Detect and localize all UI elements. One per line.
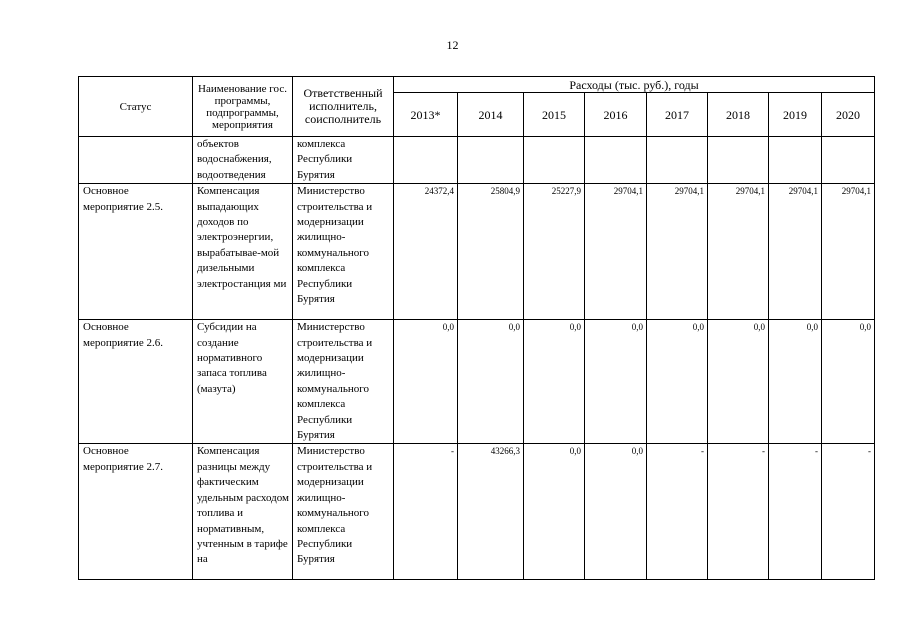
header-expenses: Расходы (тыс. руб.), годы [394, 77, 875, 93]
value-cell: 29704,1 [769, 184, 822, 320]
value-cell: 0,0 [585, 444, 647, 580]
header-year: 2019 [769, 93, 822, 137]
header-year: 2018 [708, 93, 769, 137]
value-cell: 0,0 [524, 444, 585, 580]
value-cell: 29704,1 [708, 184, 769, 320]
value-cell: 0,0 [458, 320, 524, 444]
header-responsible: Ответственный исполнитель, соисполнитель [293, 77, 394, 137]
value-cell: - [769, 444, 822, 580]
header-program-name: Наименование гос. программы, подпрограммы, мероприятия [193, 77, 293, 137]
value-cell: 25804,9 [458, 184, 524, 320]
value-cell: - [822, 444, 875, 580]
value-cell: - [708, 444, 769, 580]
value-cell: 0,0 [585, 320, 647, 444]
value-cell: 25227,9 [524, 184, 585, 320]
value-cell: - [647, 444, 708, 580]
value-cell: - [394, 444, 458, 580]
value-cell [524, 137, 585, 184]
value-cell: 0,0 [822, 320, 875, 444]
value-cell: 0,0 [524, 320, 585, 444]
value-cell [458, 137, 524, 184]
value-cell: 24372,4 [394, 184, 458, 320]
responsible-cell: Министерство строительства и модернизации жилищно-коммунального комплекса Республики Бурятия [293, 444, 394, 580]
status-cell [79, 137, 193, 184]
header-year: 2020 [822, 93, 875, 137]
status-cell: Основное мероприятие 2.7. [79, 444, 193, 580]
responsible-cell: Министерство строительства и модернизации жилищно-коммунального комплекса Республики Бурятия [293, 184, 394, 320]
table-row [79, 184, 875, 320]
header-year: 2017 [647, 93, 708, 137]
responsible-cell: комплекса Республики Бурятия [293, 137, 394, 184]
header-status: Статус [79, 77, 193, 137]
value-cell [769, 137, 822, 184]
expenses-table [78, 76, 875, 580]
status-cell: Основное мероприятие 2.5. [79, 184, 193, 320]
responsible-cell: Министерство строительства и модернизации жилищно-коммунального комплекса Республики Бурятия [293, 320, 394, 444]
table-row [79, 137, 875, 184]
header-year: 2015 [524, 93, 585, 137]
value-cell: 29704,1 [822, 184, 875, 320]
value-cell: 0,0 [647, 320, 708, 444]
name-cell: Субсидии на создание нормативного запаса топлива (мазута) [193, 320, 293, 444]
value-cell: 29704,1 [585, 184, 647, 320]
value-cell: 0,0 [394, 320, 458, 444]
table-row [79, 444, 875, 580]
header-year: 2016 [585, 93, 647, 137]
page-number: 12 [446, 38, 459, 52]
value-cell [822, 137, 875, 184]
value-cell [585, 137, 647, 184]
name-cell: Компенсация выпадающих доходов по электроэнергии, вырабатывае-мой дизельными электростанция ми [193, 184, 293, 320]
value-cell [394, 137, 458, 184]
status-cell: Основное мероприятие 2.6. [79, 320, 193, 444]
value-cell: 0,0 [708, 320, 769, 444]
name-cell: Компенсация разницы между фактическим удельным расходом топлива и нормативным, учтенным в тарифе на [193, 444, 293, 580]
table-row [79, 320, 875, 444]
value-cell: 29704,1 [647, 184, 708, 320]
value-cell: 0,0 [769, 320, 822, 444]
value-cell [708, 137, 769, 184]
value-cell: 43266,3 [458, 444, 524, 580]
header-year: 2013* [394, 93, 458, 137]
header-year: 2014 [458, 93, 524, 137]
name-cell: объектов водоснабжения, водоотведения [193, 137, 293, 184]
value-cell [647, 137, 708, 184]
